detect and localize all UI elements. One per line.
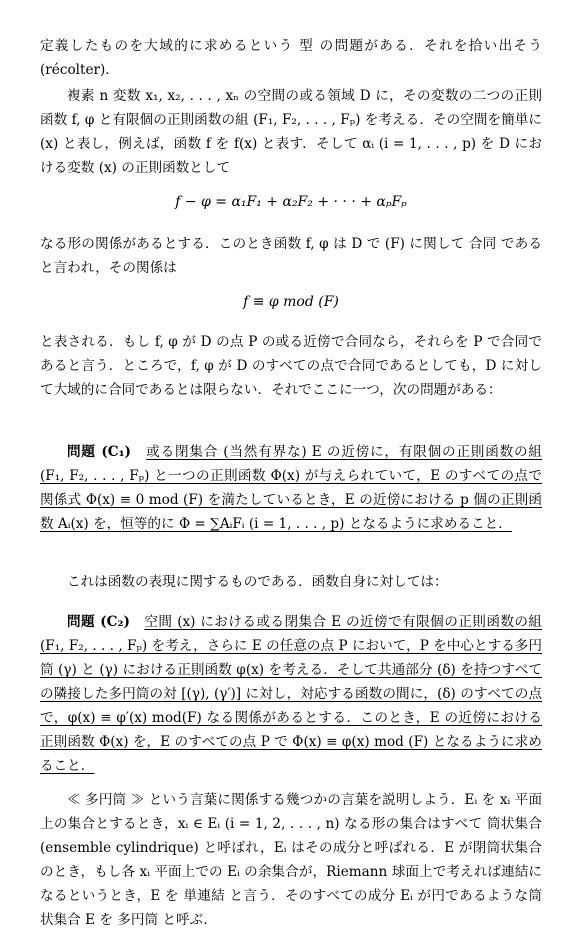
equation-congruence: f ≡ φ mod (F) xyxy=(243,294,339,310)
paragraph-congruence: なる形の関係があるとする．このとき函数 f, φ は D で (F) に関して 合同 であると言われ，その関係は xyxy=(40,236,542,276)
problem-c1-title: 問題 (C₁) xyxy=(67,444,131,460)
paragraph-local-global: と表される．もし f, φ が D の点 P の或る近傍で合同なら，それらを P で合同であると言う．ところで，f, φ が D のすべての点で合同であるとしても，D に対して大域的に合同であるとは限らない．それでここに一つ，次の問題がある： xyxy=(40,334,542,398)
paragraph-setup: 複素 n 変数 x₁, x₂, . . . , xₙ の空間の或る領域 D に，その変数の二つの正則函数 f, φ と有限個の正則函数の組 (F₁, F₂, . . . , Fₚ) を考える．その空間を簡単に (x) と表し，例えば，函数 f を f(x) と表す．そして αᵢ (i = 1, . . . , p) を D における変数 (x) の正則函数として xyxy=(40,88,542,176)
problem-c1 xyxy=(40,440,542,536)
paragraph-polycylinder: ≪ 多円筒 ≫ という言葉に関係する幾つかの言葉を説明しよう．Eᵢ を xᵢ 平面上の集合とするとき，xᵢ ∈ Eᵢ (i = 1, 2, . . . , n) なる形の集合はすべて 筒状集合 (ensemble cylindrique) と呼ばれ，Eᵢ はその成分と呼ばれる．E が閉筒状集合のとき，もし各 xᵢ 平面上での Eᵢ の余集合が，Riemann 球面上で考えれば連結になるというとき，E を 単連結 と言う．そのすべての成分 Eᵢ が円であるような筒状集合 E を 多円筒 と呼ぶ． xyxy=(40,792,542,928)
problem-c2-body: 空間 (x) における或る閉集合 E の近傍で有限個の正則函数の組 (F₁, F₂, . . . , Fₚ) を考え，さらに E の任意の点 P において，P を中心とする多円筒 (γ) と (γ) における正則函数 φ(x) を考える．そして共通部分 (δ) を持つすべての隣接した多円筒の対 [(γ), (γ′)] に対し，対応する函数の間に，(δ) のすべての点で，φ(x) ≡ φ′(x) mod(F) なる関係があるとする．このとき，E の近傍における正則函数 Φ(x) を，E のすべての点 P で Φ(x) ≡ φ(x) mod (F) となるように求めること． xyxy=(40,614,543,774)
problem-c2 xyxy=(40,610,542,778)
paragraph-intro: 定義したものを大域的に求めるという 型 の問題がある．それを拾い出そう (récolter)． xyxy=(40,38,542,78)
problem-c1-body: 或る閉集合 (当然有界な) E の近傍に，有限個の正則函数の組 (F₁, F₂, . . . , Fₚ) と一つの正則函数 Φ(x) が与えられていて，E のすべての点で関係式 Φ(x) ≡ 0 mod (F) を満たしているとき，E の近傍における p 個の正則函数 Aᵢ(x) を，恒等的に Φ = ∑AᵢFᵢ (i = 1, . . . , p) となるように求めること． xyxy=(40,444,542,532)
paragraph-representation: これは函数の表現に関するものである．函数自身に対しては： xyxy=(67,574,448,590)
equation-relation: f − φ = α₁F₁ + α₂F₂ + · · · + αₚFₚ xyxy=(175,194,407,210)
problem-c2-title: 問題 (C₂) xyxy=(67,614,130,630)
